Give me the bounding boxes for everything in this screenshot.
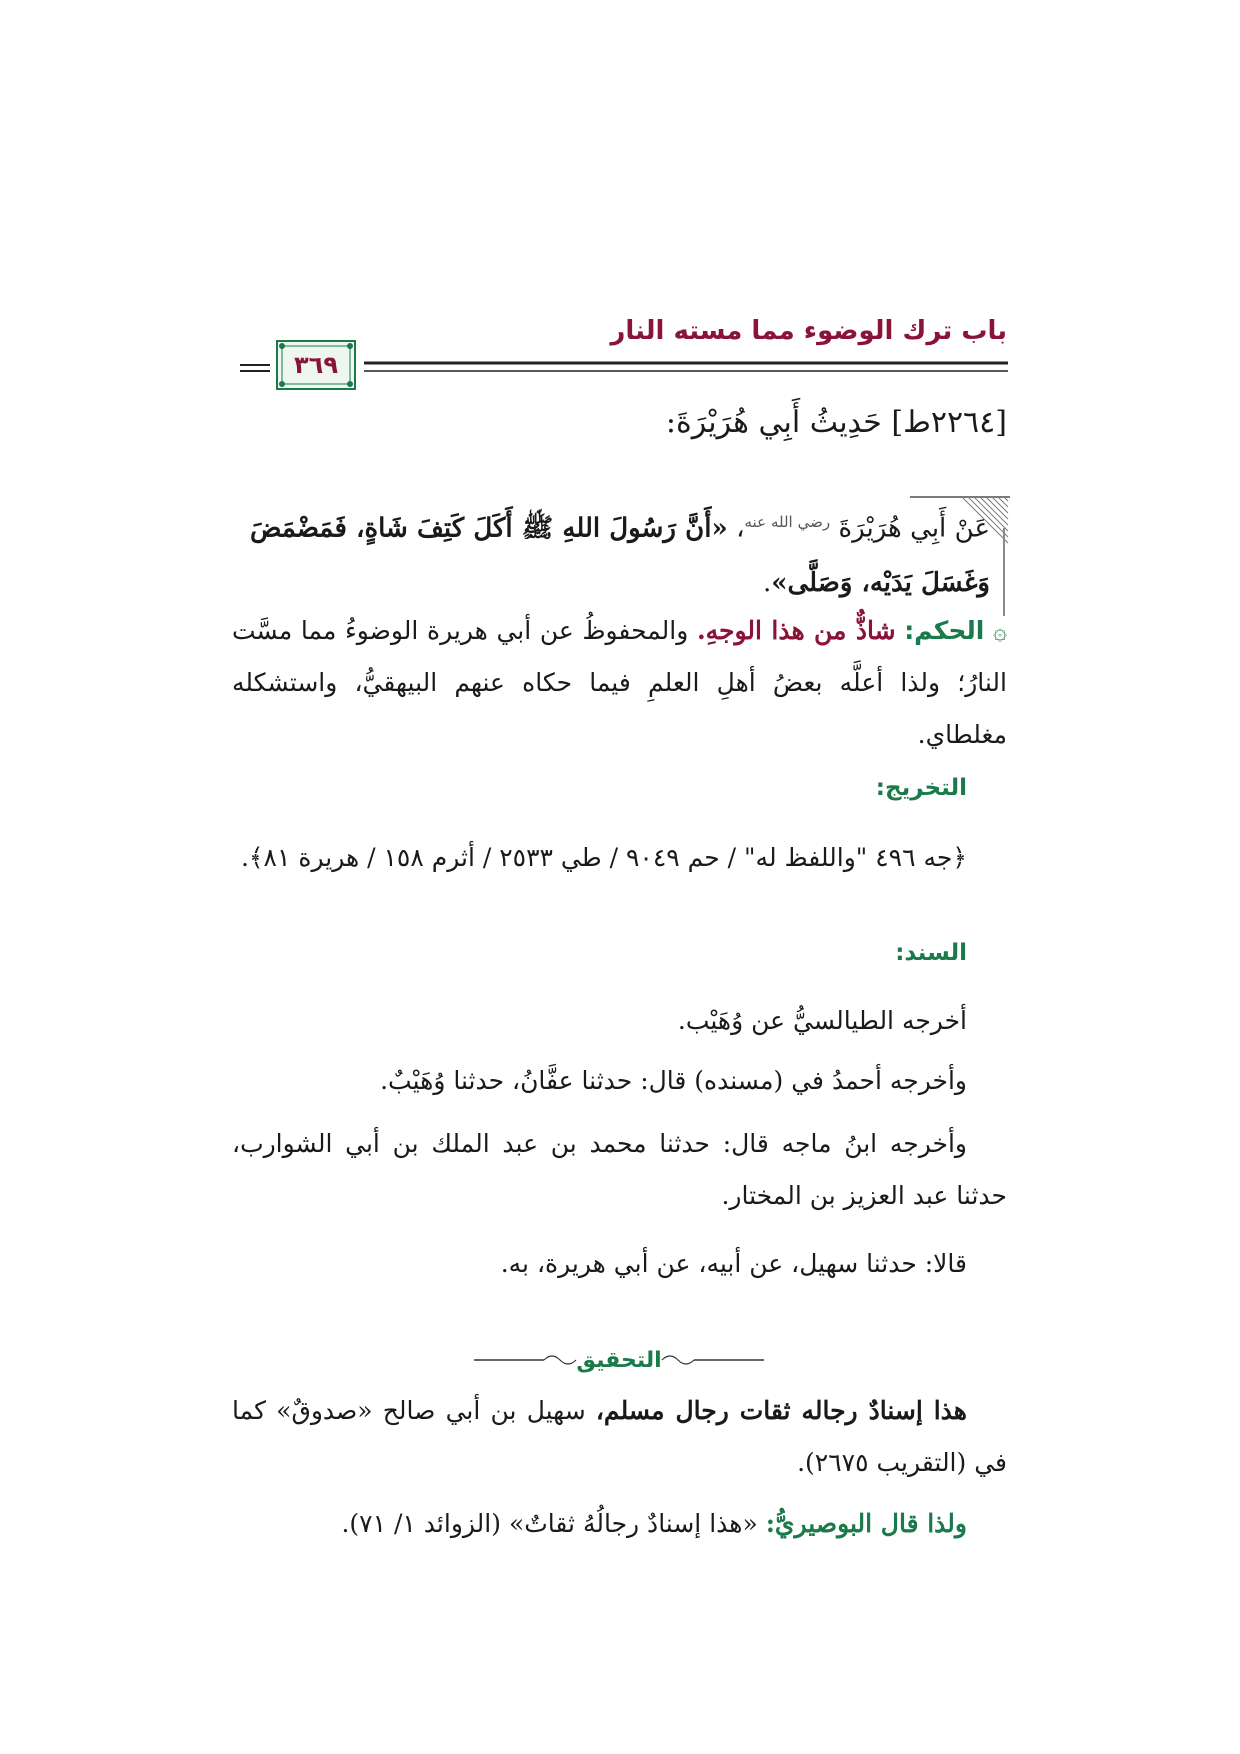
hadith-end: . bbox=[762, 567, 772, 598]
hadith-heading: [٢٢٦٤ط] حَدِيثُ أَبِي هُرَيْرَةَ: bbox=[665, 405, 1007, 440]
tahqiq-paragraph-1 bbox=[232, 1385, 1007, 1489]
tahqiq-p1-text: سهيل بن أبي صالح «صدوقٌ» كما في (التقريب ٢٦٧٥). bbox=[232, 1396, 1007, 1477]
ruling-label: الحكم: bbox=[904, 616, 985, 645]
chapter-title: باب ترك الوضوء مما مسته النار bbox=[610, 316, 1007, 346]
sanad-line: أخرجه الطيالسيُّ عن وُهَيْب. bbox=[677, 1006, 967, 1035]
honorific-glyph: رضي الله عنه bbox=[744, 513, 831, 531]
hadith-matn: «أَنَّ رَسُولَ اللهِ ﷺ أَكَلَ كَتِفَ شَاةٍ، فَمَضْمَضَ وَغَسَلَ يَدَيْه، وَصَلَّى» bbox=[250, 513, 990, 598]
sanad-line: وأخرجه أحمدُ في (مسنده) قال: حدثنا عفَّانُ، حدثنا وُهَيْبٌ. bbox=[380, 1066, 967, 1095]
sanad-line: وأخرجه ابنُ ماجه قال: حدثنا محمد بن عبد الملك بن أبي الشوارب، حدثنا عبد العزيز بن المختار. bbox=[232, 1129, 1007, 1210]
sanad-line: قالا: حدثنا سهيل، عن أبيه، عن أبي هريرة، به. bbox=[500, 1249, 967, 1278]
tahqiq-p1-bold: هذا إسنادٌ رجاله ثقات رجال مسلم، bbox=[595, 1396, 967, 1425]
hadith-side-rule bbox=[1003, 528, 1005, 616]
takhrij-text: ﴿جه ٤٩٦ "واللفظ له" / حم ٩٠٤٩ / طي ٢٥٣٣ / أثرم ١٥٨ / هريرة ٨١﴾. bbox=[240, 843, 967, 872]
tahqiq-paragraph-2 bbox=[232, 1498, 1007, 1550]
ruling-text: والمحفوظُ عن أبي هريرة الوضوءُ مما مسَّت النارُ؛ ولذا أعلَّه بعضُ أهلِ العلمِ فيما حكاه عنهم البيهقيُّ، واستشكله مغلطاي. bbox=[232, 616, 1007, 749]
hadith-text: عَنْ أَبِي هُرَيْرَةَ $^{رضي الله عنه}$، «أَنَّ رَسُولَ اللهِ ﷺ أَكَلَ كَتِفَ شَاةٍ، فَمَضْمَضَ وَغَسَلَ يَدَيْه، وَصَلَّى». bbox=[250, 513, 990, 598]
tahqiq-p2-bold: ولذا قال البوصيريُّ: bbox=[765, 1509, 967, 1538]
ruling-verdict: شاذٌّ من هذا الوجهِ. bbox=[696, 616, 896, 645]
hadith-intro: عَنْ أَبِي هُرَيْرَةَ bbox=[838, 513, 990, 544]
tahqiq-label: التحقيق bbox=[576, 1347, 662, 1373]
flower-icon: ۞ bbox=[992, 617, 1008, 645]
tahqiq-p2-text: «هذا إسنادٌ رجالُهُ ثقاتٌ» (الزوائد ١/ ٧١). bbox=[341, 1509, 758, 1538]
page-number: ٣٦٩ bbox=[294, 351, 338, 379]
takhrij-label: التخريج: bbox=[875, 775, 967, 801]
ruling-paragraph bbox=[232, 605, 1007, 761]
sanad-label: السند: bbox=[895, 940, 967, 966]
